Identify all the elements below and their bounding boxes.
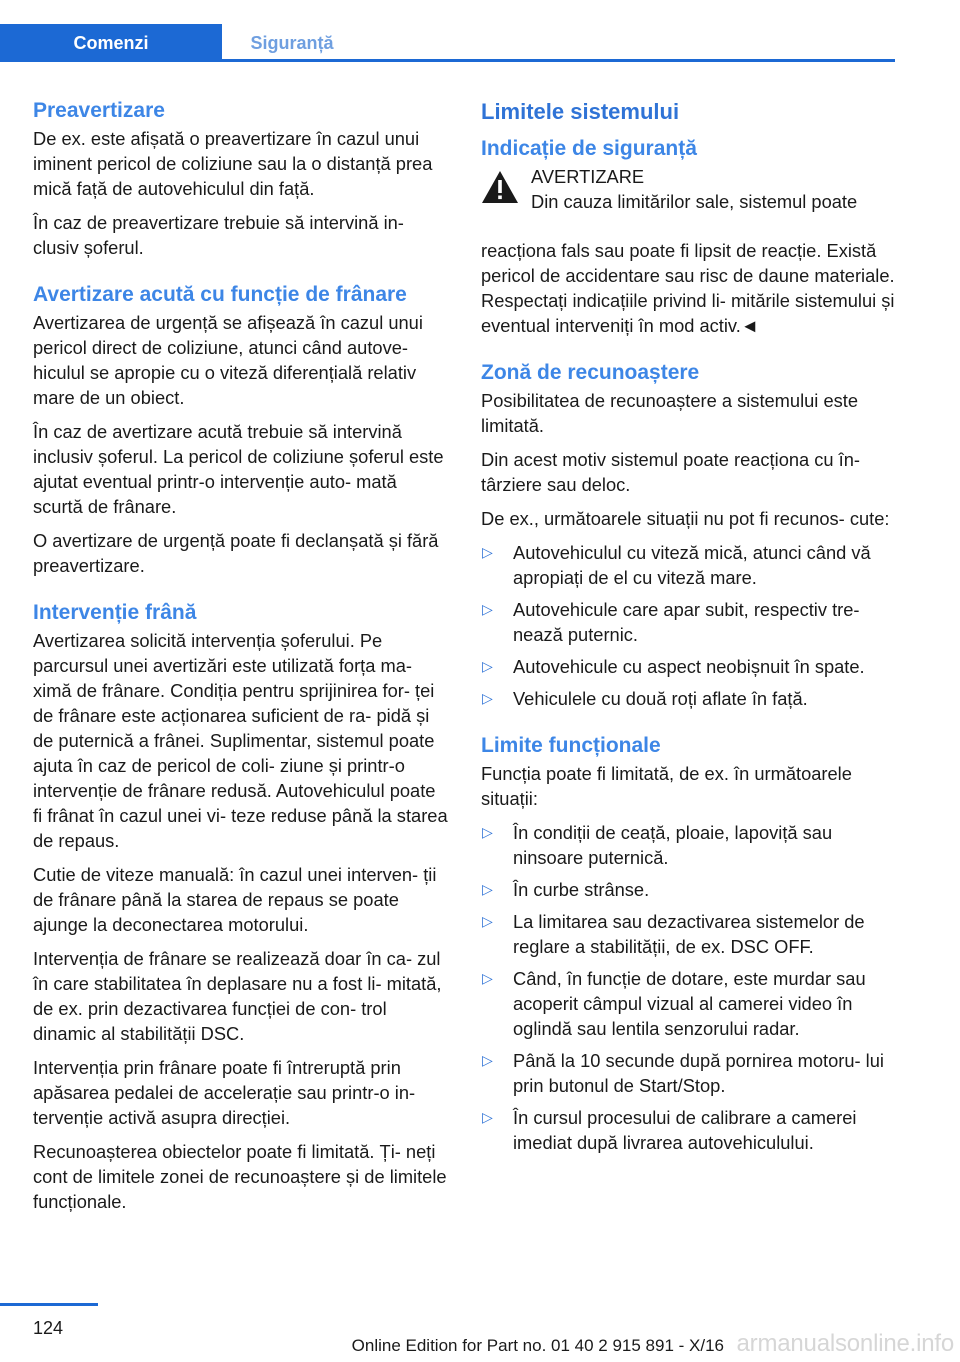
- heading-preavertizare: Preavertizare: [33, 99, 165, 122]
- triangle-bullet-icon: ▷: [482, 970, 493, 986]
- triangle-bullet-icon: ▷: [482, 601, 493, 617]
- left-column: [33, 98, 449, 1223]
- warning-triangle-icon: [481, 170, 519, 204]
- tab-comenzi[interactable]: Comenzi: [0, 24, 222, 62]
- warning-text: reacționa fals sau poate fi lipsit de reacție. Există pericol de accidentare sau risc de daune materiale. Respectați indicațiile privind li- mitările sistemului și eventual interveniți în mod activ.◄: [481, 240, 895, 336]
- paragraph: Din acest motiv sistemul poate reacționa cu în- târziere sau deloc.: [481, 449, 860, 495]
- triangle-bullet-icon: ▷: [482, 658, 493, 674]
- triangle-bullet-icon: ▷: [482, 1109, 493, 1125]
- list-item: ▷ Când, în funcție de dotare, este murdar sau acoperit câmpul vizual al camerei video în oglindă sau lentila senzorului radar.: [482, 968, 866, 1039]
- list-item: ▷ În cursul procesului de calibrare a camerei imediat după livrarea autovehiculului.: [482, 1107, 857, 1153]
- triangle-bullet-icon: ▷: [482, 1052, 493, 1068]
- right-column: [481, 98, 897, 1163]
- triangle-bullet-icon: ▷: [482, 544, 493, 560]
- edition-text: Online Edition for Part no. 01 40 2 915 891 - X/16: [351, 1336, 724, 1355]
- paragraph: Funcția poate fi limitată, de ex. în următoarele situații:: [481, 763, 852, 809]
- list-item: ▷ În condiții de ceață, ploaie, lapoviță sau ninsoare puternică.: [482, 822, 833, 868]
- heading-limitele-sistemului: Limitele sistemului: [481, 99, 680, 124]
- triangle-bullet-icon: ▷: [482, 690, 493, 706]
- tab-underline: [0, 59, 895, 62]
- safety-warning: [481, 164, 897, 238]
- recognition-list: [481, 540, 897, 711]
- list-item: ▷ Până la 10 secunde după pornirea motoru- lui prin butonul de Start/Stop.: [482, 1050, 884, 1096]
- paragraph: Recunoașterea obiectelor poate fi limitată. Ți- neți cont de limitele zonei de recunoaștere și de limitele funcționale.: [33, 1141, 447, 1212]
- paragraph: Avertizarea de urgență se afișează în cazul unui pericol direct de coliziune, atunci când autove- hiculul se apropie cu o viteză diferențială relativ mare de un obiect.: [33, 312, 423, 408]
- list-item: ▷ Autovehiculul cu viteză mică, atunci când vă apropiați de el cu viteză mare.: [482, 542, 871, 588]
- warning-text-first-line: Din cauza limitărilor sale, sistemul poate: [531, 191, 858, 212]
- paragraph: Posibilitatea de recunoaștere a sistemului este limitată.: [481, 390, 859, 436]
- list-item: ▷ Autovehicule care apar subit, respectiv tre- nează puternic.: [482, 599, 860, 645]
- tab-siguranta[interactable]: Siguranță: [250, 33, 334, 53]
- paragraph: O avertizare de urgență poate fi declanșată și fără preavertizare.: [33, 530, 439, 576]
- paragraph: Intervenția prin frânare poate fi întreruptă prin apăsarea pedalei de accelerație sau printr-o in- tervenție activă asupra direcției.: [33, 1057, 416, 1128]
- paragraph: În caz de preavertizare trebuie să intervină in- clusiv șoferul.: [33, 212, 404, 258]
- triangle-bullet-icon: ▷: [482, 824, 493, 840]
- paragraph: În caz de avertizare acută trebuie să intervină inclusiv șoferul. La pericol de coliziune șoferul este ajutat eventual printr-o intervenție auto- mată scurtă de frânare.: [33, 421, 444, 517]
- watermark: armanualsonline.info: [736, 1330, 954, 1357]
- warning-label: AVERTIZARE: [531, 166, 645, 187]
- list-item: ▷ Vehiculele cu două roți aflate în față.: [482, 688, 808, 709]
- heading-limite-functionale: Limite funcționale: [481, 734, 661, 757]
- paragraph: Intervenția de frânare se realizează doar în ca- zul în care stabilitatea în deplasare nu a fost li- mitată, de ex. prin dezactivarea funcției de con- trol dinamic al stabilității DSC.: [33, 948, 442, 1044]
- paragraph: Cutie de viteze manuală: în cazul unei interven- ții de frânare până la starea de repaus se poate ajunge la deconectarea motorului.: [33, 864, 437, 935]
- list-item: ▷ La limitarea sau dezactivarea sistemelor de reglare a stabilității, de ex. DSC OFF.: [482, 911, 865, 957]
- heading-indicatie-siguranta: Indicație de siguranță: [481, 137, 697, 160]
- heading-interventie-frana: Intervenție frână: [33, 601, 197, 624]
- limits-list: [481, 820, 897, 1155]
- list-item: ▷ În curbe strânse.: [482, 879, 650, 900]
- list-item: ▷ Autovehicule cu aspect neobișnuit în spate.: [482, 656, 865, 677]
- heading-zona-recunoastere: Zonă de recunoaștere: [481, 361, 700, 384]
- triangle-bullet-icon: ▷: [482, 881, 493, 897]
- paragraph: De ex., următoarele situații nu pot fi recunos- cute:: [481, 508, 890, 529]
- triangle-bullet-icon: ▷: [482, 913, 493, 929]
- heading-avertizare-acuta: Avertizare acută cu funcție de frânare: [33, 283, 407, 306]
- paragraph: Avertizarea solicită intervenția șoferului. Pe parcursul unei avertizări este utilizată forța ma- ximă de frânare. Condiția pentru sprijinirea for- ței de frânare este acționarea suficient de ra- pidă și de puternică a frânei. Suplimentar, sistemul poate ajuta în caz de pericol de coli- ziune și printr-o intervenție de frânare redusă. Autovehiculul poate fi frânat în cazul unei vi- teze reduse până la starea de repaus.: [33, 630, 448, 851]
- section-tabs: [0, 24, 895, 62]
- footer-line: [0, 1303, 98, 1306]
- page-number: 124: [33, 1318, 64, 1338]
- paragraph: De ex. este afișată o preavertizare în cazul unui iminent pericol de coliziune sau la o distanță prea mică față de autovehiculul din față.: [33, 128, 433, 199]
